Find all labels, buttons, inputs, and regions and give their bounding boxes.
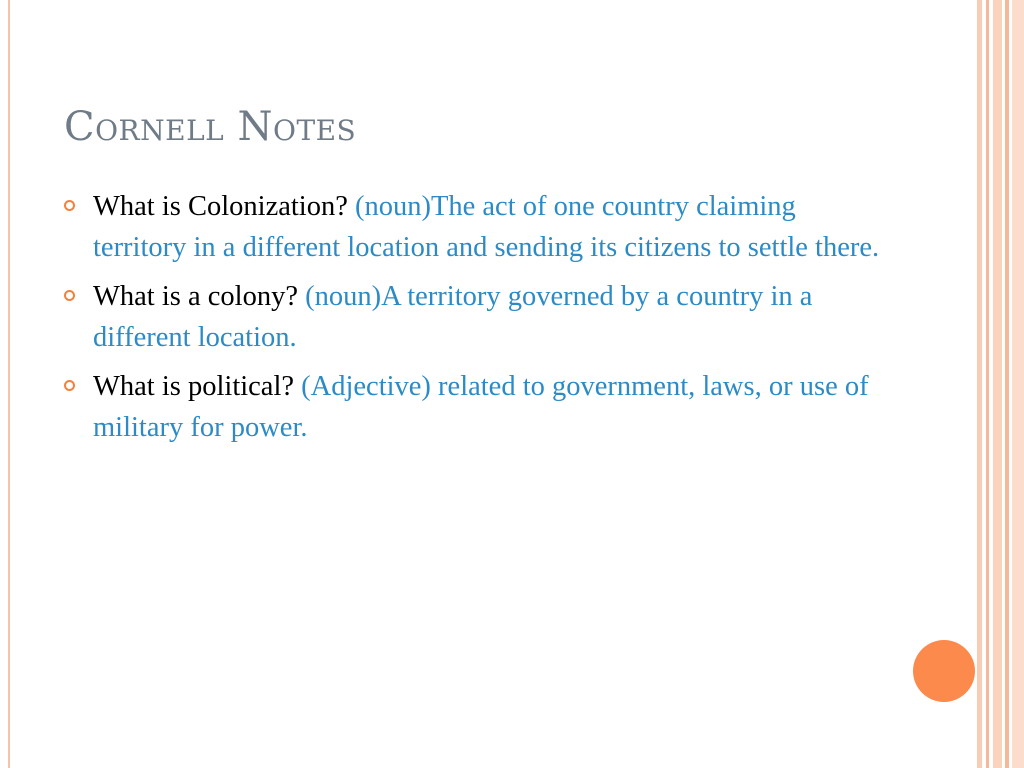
- right-stripe: [986, 0, 989, 768]
- bullet-circle-icon: [64, 200, 75, 211]
- bullet-list: [62, 186, 882, 456]
- list-item: [62, 366, 882, 448]
- accent-circle: [913, 640, 975, 702]
- bullet-answer: (Adjective) related to government, laws, or use of military for power.: [93, 371, 869, 443]
- right-stripe: [1005, 0, 1009, 768]
- bullet-question: What is a colony?: [93, 281, 298, 312]
- right-stripe: [1012, 0, 1024, 768]
- slide-title: Cornell Notes: [64, 104, 357, 150]
- right-stripe: [977, 0, 982, 768]
- right-stripe: [993, 0, 1002, 768]
- bullet-question: What is Colonization?: [93, 191, 355, 222]
- bullet-question: What is political?: [93, 371, 295, 402]
- list-item: [62, 186, 882, 268]
- bullet-circle-icon: [64, 380, 75, 391]
- left-border-line: [8, 0, 10, 768]
- bullet-answer: (noun)The act of one country claiming territory in a different location and sending its citizens to settle there.: [93, 191, 880, 263]
- list-item: [62, 276, 882, 358]
- bullet-answer: (noun)A territory governed by a country in a different location.: [93, 281, 813, 353]
- bullet-circle-icon: [64, 290, 75, 301]
